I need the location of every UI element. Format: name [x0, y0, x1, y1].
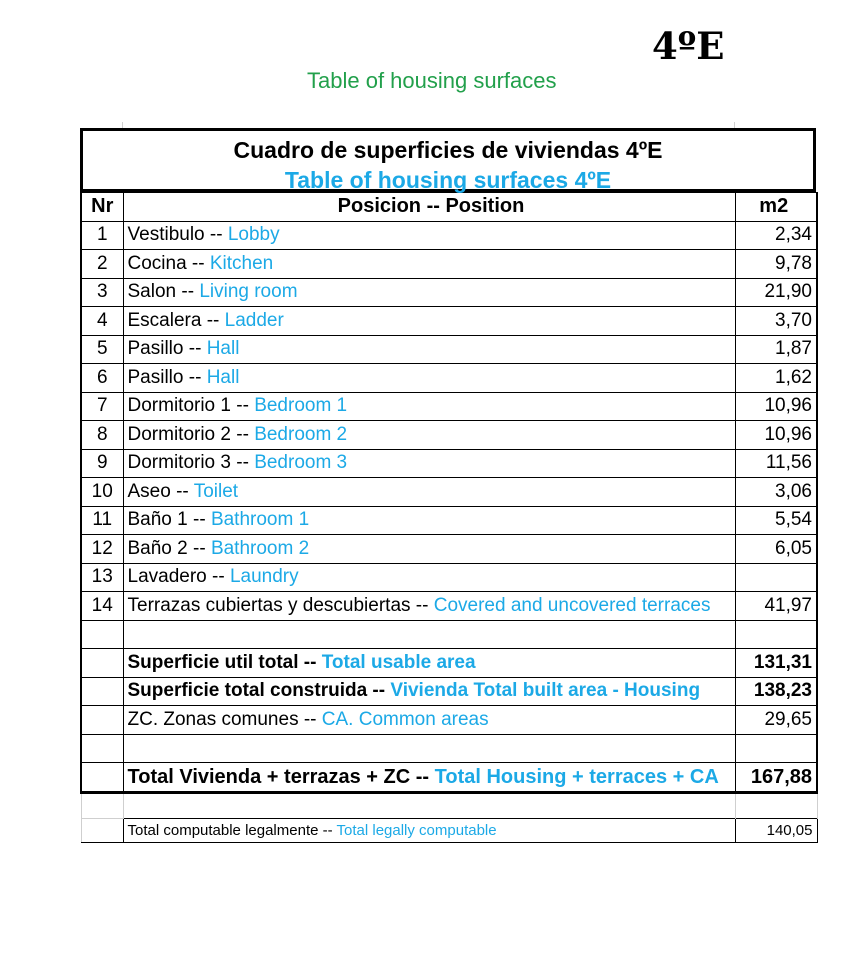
position-en: Ladder — [224, 309, 284, 331]
row-position — [123, 278, 735, 307]
row-area — [735, 563, 817, 592]
total-usable-value: 131,31 — [735, 649, 817, 678]
row-number: 7 — [81, 392, 123, 421]
position-en: Toilet — [193, 480, 239, 502]
position-es: Dormitorio 1 -- — [127, 395, 255, 417]
table-row — [81, 449, 817, 478]
table-row — [81, 421, 817, 450]
row-position — [123, 421, 735, 450]
table-row — [81, 478, 817, 507]
row-position — [123, 563, 735, 592]
row-number: 2 — [81, 250, 123, 279]
row-area: 3,70 — [735, 307, 817, 336]
position-es: Dormitorio 2 -- — [127, 423, 255, 445]
spacer-row — [81, 793, 817, 819]
table-row — [81, 535, 817, 564]
row-area: 41,97 — [735, 592, 817, 621]
row-number: 14 — [81, 592, 123, 621]
row-number: 10 — [81, 478, 123, 507]
column-header-nr: Nr — [81, 193, 123, 222]
row-position — [123, 592, 735, 621]
row-area: 10,96 — [735, 421, 817, 450]
position-es: Escalera -- — [127, 309, 225, 331]
row-area: 11,56 — [735, 449, 817, 478]
row-area: 3,06 — [735, 478, 817, 507]
common-areas-row — [81, 706, 817, 735]
position-es: Dormitorio 3 -- — [127, 452, 255, 474]
total-built-value: 138,23 — [735, 677, 817, 706]
row-position — [123, 478, 735, 507]
row-area: 2,34 — [735, 221, 817, 250]
table-row — [81, 392, 817, 421]
grand-total-row — [81, 763, 817, 793]
position-es: Lavadero -- — [127, 566, 230, 588]
common-areas-value: 29,65 — [735, 706, 817, 735]
position-es: Pasillo -- — [127, 338, 207, 360]
table-row — [81, 221, 817, 250]
position-es: Pasillo -- — [127, 366, 207, 388]
row-number: 1 — [81, 221, 123, 250]
room-rows — [81, 221, 817, 620]
position-en: Lobby — [227, 224, 280, 246]
table-row — [81, 307, 817, 336]
table-title-box — [80, 128, 816, 192]
position-en: Hall — [206, 338, 240, 360]
legal-computable-label: Total computable legalmente -- Total legally computable — [123, 819, 735, 843]
header-row — [81, 193, 817, 222]
position-en: Living room — [199, 281, 298, 303]
common-areas-label: ZC. Zonas comunes -- CA. Common areas — [123, 706, 735, 735]
position-es: Salon -- — [127, 281, 200, 303]
row-number: 12 — [81, 535, 123, 564]
subtitle: Table of housing surfaces — [307, 68, 557, 93]
row-position — [123, 250, 735, 279]
position-en: Kitchen — [209, 252, 274, 274]
row-position — [123, 392, 735, 421]
column-header-m2: m2 — [735, 193, 817, 222]
position-en: Hall — [206, 366, 240, 388]
legal-computable-value: 140,05 — [735, 819, 817, 843]
row-number: 8 — [81, 421, 123, 450]
position-es: Aseo -- — [127, 480, 194, 502]
grand-total-label: Total Vivienda + terrazas + ZC -- Total Housing + terraces + CA — [123, 763, 735, 793]
row-number: 4 — [81, 307, 123, 336]
row-area: 9,78 — [735, 250, 817, 279]
position-es: Terrazas cubiertas y descubiertas -- — [127, 594, 434, 616]
position-es: Cocina -- — [127, 252, 210, 274]
total-built-row — [81, 677, 817, 706]
table-row — [81, 250, 817, 279]
row-number: 11 — [81, 506, 123, 535]
row-number: 6 — [81, 364, 123, 393]
position-en: Bathroom 2 — [210, 537, 310, 559]
position-es: Baño 1 -- — [127, 509, 211, 531]
row-area: 5,54 — [735, 506, 817, 535]
column-header-position: Posicion -- Position — [123, 193, 735, 222]
grid-line — [122, 122, 123, 128]
table-row — [81, 563, 817, 592]
table-row — [81, 278, 817, 307]
row-position — [123, 364, 735, 393]
position-en: Covered and uncovered terraces — [433, 594, 711, 616]
position-en: Bedroom 3 — [254, 452, 348, 474]
row-position — [123, 335, 735, 364]
position-en: Bedroom 1 — [254, 395, 348, 417]
row-area: 6,05 — [735, 535, 817, 564]
row-number: 9 — [81, 449, 123, 478]
row-position — [123, 449, 735, 478]
table-title-en: Table of housing surfaces 4ºE — [284, 167, 612, 193]
unit-title: 4ºE — [652, 24, 725, 68]
row-number: 5 — [81, 335, 123, 364]
total-built-label: Superficie total construida -- Vivienda Total built area - Housing — [123, 677, 735, 706]
row-area: 1,87 — [735, 335, 817, 364]
total-usable-row — [81, 649, 817, 678]
grand-total-value: 167,88 — [735, 763, 817, 793]
row-position — [123, 506, 735, 535]
table-row-blank — [81, 734, 817, 763]
table-row — [81, 364, 817, 393]
table-row — [81, 335, 817, 364]
row-number: 13 — [81, 563, 123, 592]
table-row — [81, 592, 817, 621]
table-row — [81, 506, 817, 535]
row-position — [123, 307, 735, 336]
surfaces-grid — [80, 192, 818, 843]
row-area: 1,62 — [735, 364, 817, 393]
grid-line — [734, 122, 735, 128]
row-number: 3 — [81, 278, 123, 307]
row-position — [123, 221, 735, 250]
position-en: Bedroom 2 — [254, 423, 348, 445]
position-es: Vestibulo -- — [127, 224, 228, 246]
table-title-es: Cuadro de superficies de viviendas 4ºE — [233, 137, 663, 163]
row-area: 10,96 — [735, 392, 817, 421]
position-en: Bathroom 1 — [210, 509, 310, 531]
position-en: Laundry — [229, 566, 299, 588]
table-row-blank — [81, 620, 817, 649]
row-position — [123, 535, 735, 564]
position-es: Baño 2 -- — [127, 537, 211, 559]
surfaces-table — [80, 128, 816, 843]
row-area: 21,90 — [735, 278, 817, 307]
legal-computable-row — [81, 819, 817, 843]
total-usable-label: Superficie util total -- Total usable area — [123, 649, 735, 678]
